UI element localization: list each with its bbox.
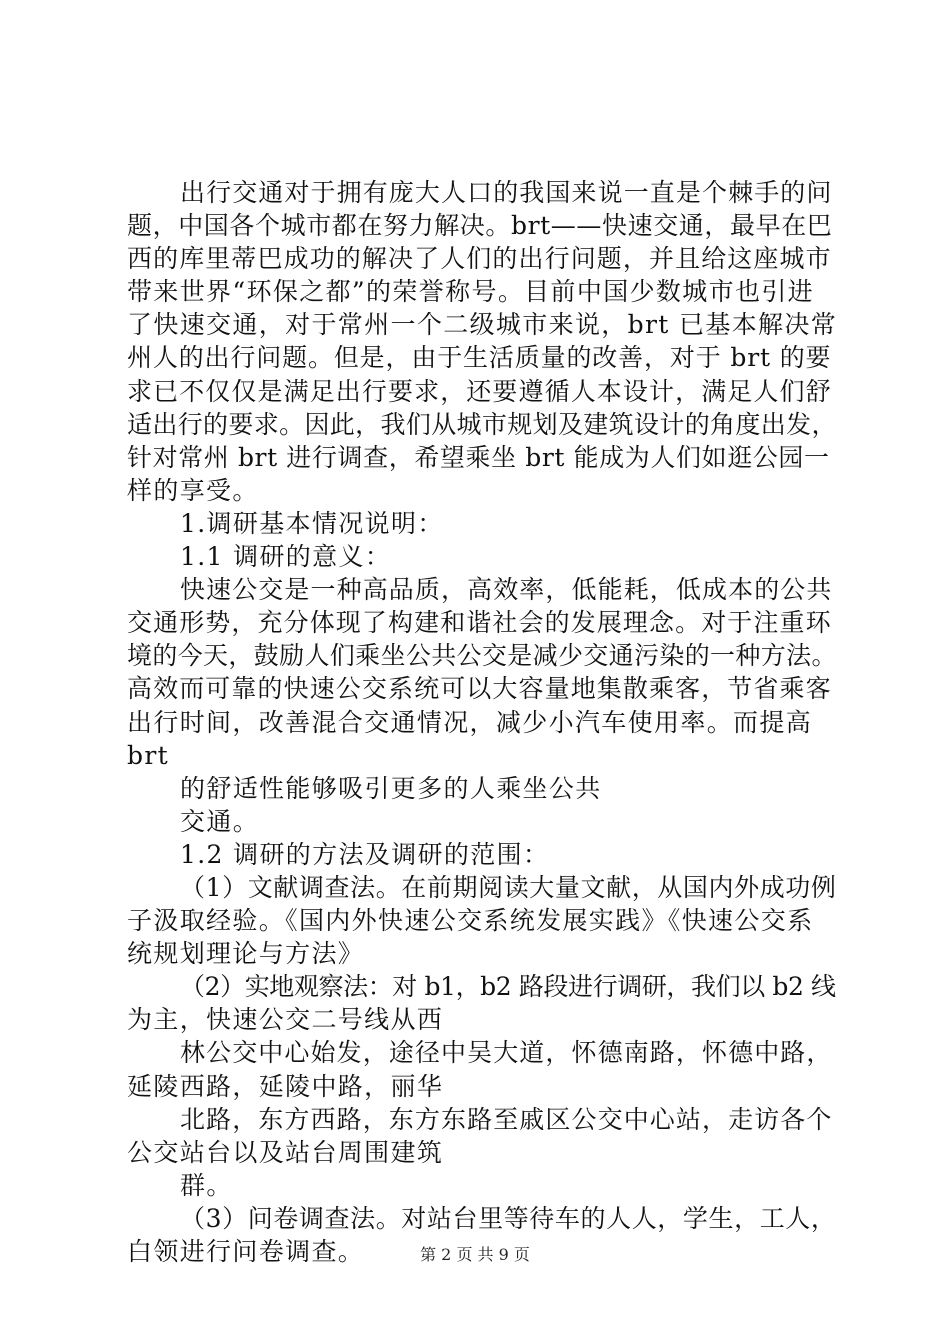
text-line: 交通。 <box>180 806 260 836</box>
text-line: 带来世界“环保之都”的荣誉称号。目前中国少数城市也引进 <box>127 277 815 307</box>
text-line: 州人的出行问题。但是，由于生活质量的改善，对于 brt 的要 <box>127 343 832 373</box>
text-line: 题，中国各个城市都在努力解决。brt——快速交通，最早在巴 <box>127 211 833 241</box>
text-line: 群。 <box>180 1170 233 1200</box>
text-line: 交通形势，充分体现了构建和谐社会的发展理念。对于注重环 <box>127 608 832 638</box>
text-line: 的舒适性能够吸引更多的人乘坐公共 <box>180 773 602 803</box>
text-line: 针对常州 brt 进行调查，希望乘坐 brt 能成为人们如逛公园一 <box>127 442 830 472</box>
text-line: 了快速交通，对于常州一个二级城市来说，brt 已基本解决常 <box>127 310 838 340</box>
text-line: （3）问卷调查法。对站台里等待车的人人，学生，工人， <box>180 1203 837 1233</box>
text-line: 适出行的要求。因此，我们从城市规划及建筑设计的角度出发， <box>127 409 837 439</box>
text-line: 快速公交是一种高品质，高效率，低能耗，低成本的公共 <box>180 575 833 605</box>
document-body <box>127 176 837 1268</box>
text-line: 出行时间，改善混合交通情况，减少小汽车使用率。而提高 <box>127 707 813 737</box>
text-line: 北路，东方西路，东方东路至戚区公交中心站，走访各个 <box>180 1104 833 1134</box>
section-heading: 1.调研基本情况说明： <box>180 508 444 538</box>
text-line: 林公交中心始发，途径中吴大道，怀德南路，怀德中路， <box>180 1038 833 1068</box>
text-line: 统规划理论与方法》 <box>127 939 365 969</box>
text-line: brt <box>127 740 170 770</box>
text-line: （1）文献调查法。在前期阅读大量文献，从国内外成功例 <box>180 872 837 902</box>
text-line: 为主，快速公交二号线从西 <box>127 1005 444 1035</box>
page-number-footer: 第 2 页 共 9 页 <box>420 1245 530 1264</box>
text-line: 求已不仅仅是满足出行要求，还要遵循人本设计，满足人们舒 <box>127 376 832 406</box>
text-line: 境的今天，鼓励人们乘坐公共公交是减少交通污染的一种方法。 <box>127 641 837 671</box>
text-line: 子汲取经验。《国内外快速公交系统发展实践》《快速公交系 <box>127 906 814 936</box>
subsection-heading: 1.2 调研的方法及调研的范围： <box>180 839 550 869</box>
text-line: （2）实地观察法：对 b1，b2 路段进行调研，我们以 b2 线 <box>180 972 836 1002</box>
text-line: 延陵西路，延陵中路，丽华 <box>127 1071 444 1101</box>
subsection-heading: 1.1 调研的意义： <box>180 542 392 572</box>
text-line: 高效而可靠的快速公交系统可以大容量地集散乘客，节省乘客 <box>127 674 832 704</box>
text-line: 西的库里蒂巴成功的解决了人们的出行问题，并且给这座城市 <box>127 244 832 274</box>
text-line: 样的享受。 <box>127 475 259 505</box>
text-line: 出行交通对于拥有庞大人口的我国来说一直是个棘手的问 <box>180 178 833 207</box>
text-line: 白领进行问卷调查。 <box>127 1237 365 1266</box>
text-line: 公交站台以及站台周围建筑 <box>127 1137 444 1167</box>
